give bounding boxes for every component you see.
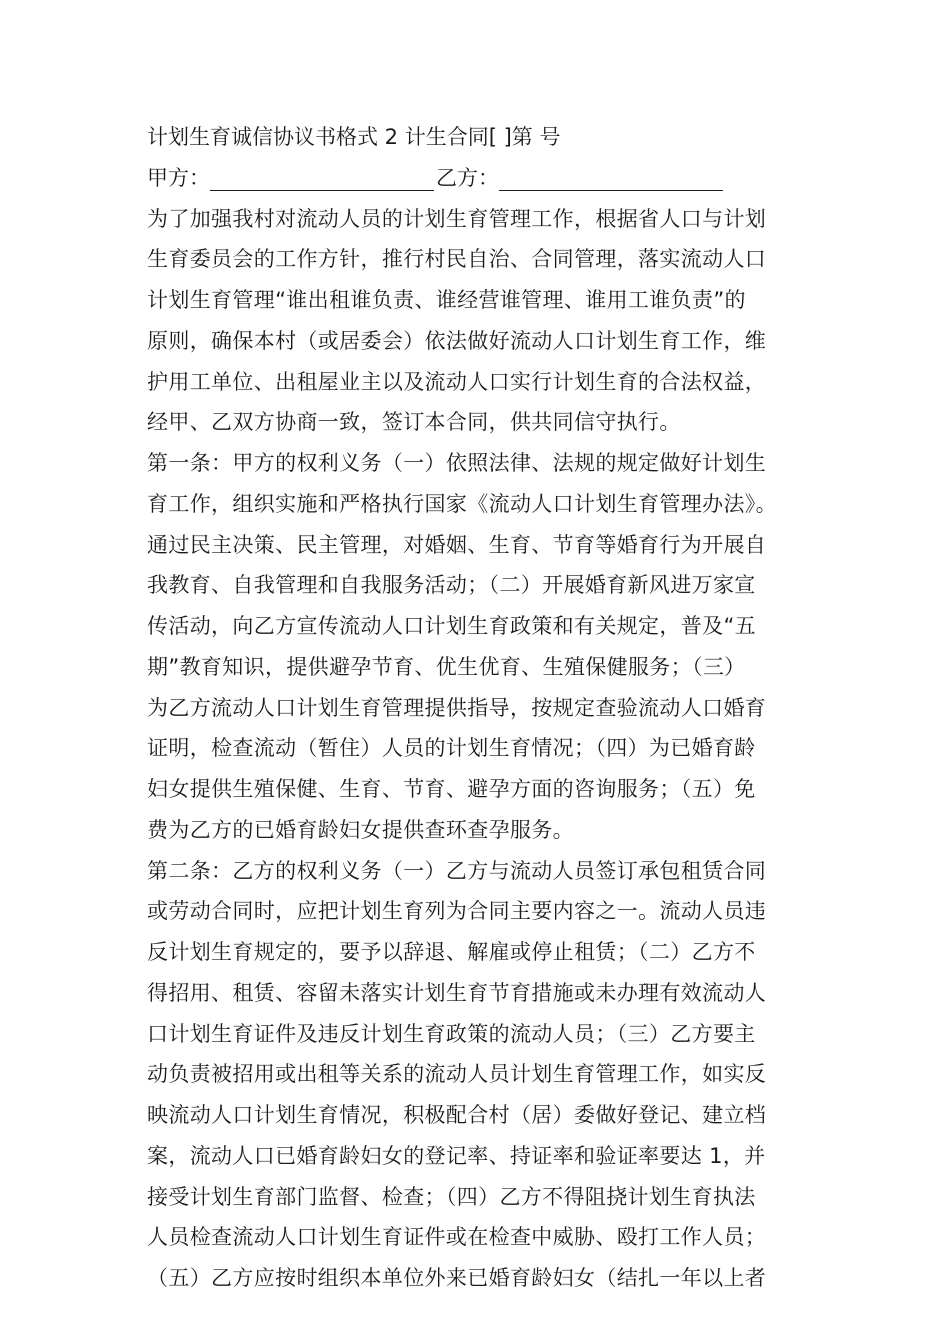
text-line: 我教育、自我管理和自我服务活动；（二）开展婚育新风进万家宣 bbox=[147, 573, 756, 598]
text-line: 妇女提供生殖保健、生育、节育、避孕方面的咨询服务；（五）免 bbox=[147, 777, 756, 801]
text-line: 护用工单位、出租屋业主以及流动人口实行计划生育的合法权益， bbox=[147, 369, 767, 394]
party-a-label: 甲方： bbox=[147, 165, 210, 190]
party-b-blank bbox=[499, 189, 723, 191]
text-line: 为了加强我村对流动人员的计划生育管理工作，根据省人口与计划 bbox=[147, 206, 767, 231]
text-line: 第一条：甲方的权利义务（一）依照法律、法规的规定做好计划生 bbox=[147, 451, 767, 475]
text-line: 反计划生育规定的，要予以辞退、解雇或停止租赁；（二）乙方不 bbox=[147, 940, 756, 964]
text-line: 案，流动人口已婚育龄妇女的登记率、持证率和验证率要达 1，并 bbox=[147, 1143, 766, 1168]
text-line: 传活动，向乙方宣传流动人口计划生育政策和有关规定，普及“五 bbox=[147, 614, 757, 638]
text-line: 费为乙方的已婚育龄妇女提供查环查孕服务。 bbox=[147, 817, 574, 842]
text-line: 原则，确保本村（或居委会）依法做好流动人口计划生育工作，维 bbox=[147, 328, 767, 353]
text-line: 为乙方流动人口计划生育管理提供指导，按规定查验流动人口婚育 bbox=[147, 695, 767, 720]
text-line: 人员检查流动人口计划生育证件或在检查中威胁、殴打工作人员； bbox=[147, 1225, 767, 1250]
document-body bbox=[147, 117, 817, 1299]
text-line: 期”教育知识，提供避孕节育、优生优育、生殖保健服务；（三） bbox=[147, 654, 746, 679]
text-line: （五）乙方应按时组织本单位外来已婚育龄妇女（结扎一年以上者 bbox=[147, 1266, 767, 1290]
text-line: 第二条：乙方的权利义务（一）乙方与流动人员签订承包租赁合同 bbox=[147, 858, 767, 883]
text-line: 或劳动合同时，应把计划生育列为合同主要内容之一。流动人员违 bbox=[147, 899, 767, 924]
text-line: 生育委员会的工作方针，推行村民自治、合同管理，落实流动人口 bbox=[147, 247, 767, 272]
text-line: 育工作，组织实施和严格执行国家《流动人口计划生育管理办法》。 bbox=[147, 491, 777, 516]
parties-line bbox=[147, 158, 817, 199]
text-line: 通过民主决策、民主管理，对婚姻、生育、节育等婚育行为开展自 bbox=[147, 532, 767, 557]
text-line: 接受计划生育部门监督、检查；（四）乙方不得阻挠计划生育执法 bbox=[147, 1184, 756, 1209]
text-line: 证明，检查流动（暂住）人员的计划生育情况；（四）为已婚育龄 bbox=[147, 736, 756, 761]
text-line: 得招用、租赁、容留未落实计划生育节育措施或未办理有效流动人 bbox=[147, 980, 767, 1005]
party-a-blank bbox=[210, 189, 434, 191]
text-line: 计划生育管理“谁出租谁负责、谁经营谁管理、谁用工谁负责”的 bbox=[147, 288, 746, 312]
text-line: 口计划生育证件及违反计划生育政策的流动人员；（三）乙方要主 bbox=[147, 1021, 756, 1046]
document-title: 计划生育诚信协议书格式 2 计生合同[ ]第 号 bbox=[147, 125, 561, 149]
party-b-label: 乙方： bbox=[436, 165, 499, 190]
text-line: 动负责被招用或出租等关系的流动人员计划生育管理工作，如实反 bbox=[147, 1062, 767, 1087]
text-line: 经甲、乙双方协商一致，签订本合同，供共同信守执行。 bbox=[147, 410, 681, 435]
text-line: 映流动人口计划生育情况，积极配合村（居）委做好登记、建立档 bbox=[147, 1103, 767, 1127]
